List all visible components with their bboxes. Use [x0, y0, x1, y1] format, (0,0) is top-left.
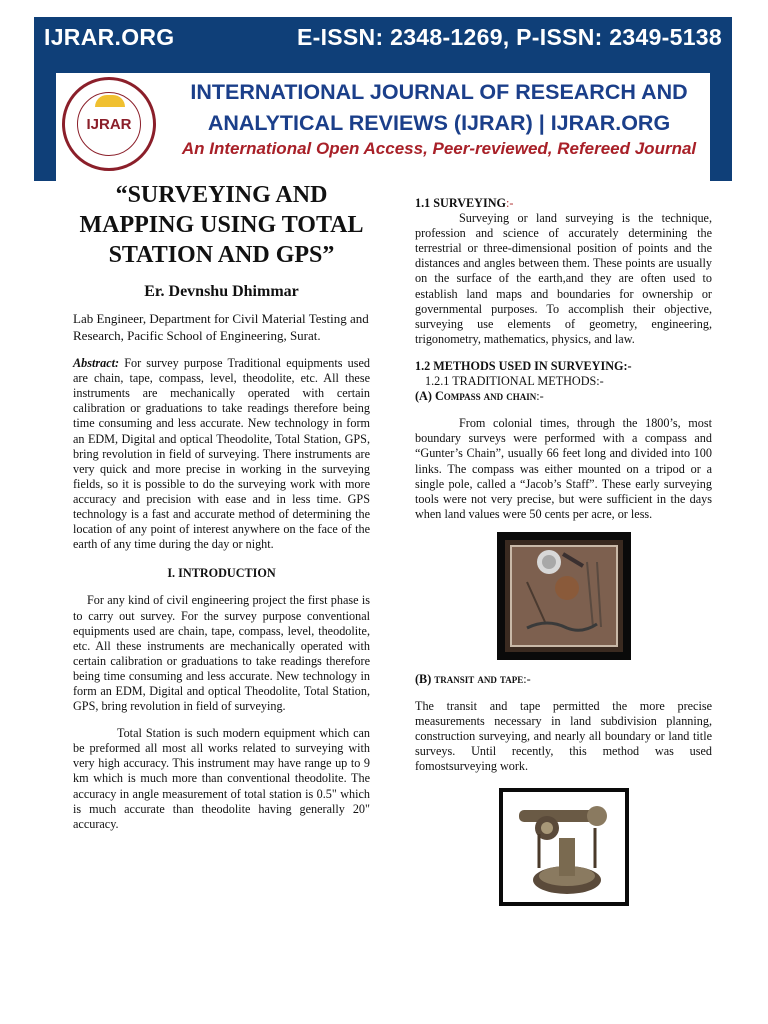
abstract [73, 356, 370, 552]
journal-subtitle: An International Open Access, Peer-reviewed, Refereed Journal [181, 139, 697, 158]
section-a-heading: (A) Compass and chain:- [415, 389, 544, 404]
banner-panel [56, 73, 710, 181]
journal-banner [34, 17, 732, 181]
journal-title-line1: INTERNATIONAL JOURNAL OF RESEARCH AND [190, 80, 688, 104]
abstract-label: Abstract: [73, 356, 120, 371]
abstract-text: For survey purpose Traditional equipments used are chain, tape, compass, level, theodolite, etc. All these instruments are mechanically operated with certain calibration or graduations to take readings therefore being time consuming and less accurate. New technology in form an EDM, Digital and optical Theodolite, Total Station, GPS, bring revolution in field of surveying. There instruments are very quick and more precise in working in the surveying fields, so it is possible to do the surveying work with more accuracy and precision with ease and in less time. GPS technology is a fast and accurate method of determining the location of any point of interest anywhere on the face of the earth of any time during the day or night. [73, 356, 370, 552]
site-name: IJRAR.ORG [44, 23, 175, 50]
issn-text: E-ISSN: 2348-1269, P-ISSN: 2349-5138 [296, 23, 722, 50]
journal-title [174, 77, 704, 139]
section-b-text: The transit and tape permitted the more precise measurements necessary in land subdivision planning, construction surveying, and nearly all boundary or land title surveys. Until recently, this method was used fomostsurveying work. [415, 698, 712, 774]
section-1-1-text: Surveying or land surveying is the technique, profession and science of accurately determining the terrestrial or three-dimensional position of points and the distances and angles between them. These points are usually on the surface of the earth,and they are often used to establish land maps and boundaries for ownership or governmental purposes. To accomplish their objective, surveying use elements of geometry, engineering, trigonometry, mathematics, physics, and law. [415, 211, 712, 346]
journal-title-line2: ANALYTICAL REVIEWS (IJRAR) | IJRAR.ORG [207, 111, 671, 135]
compass-chain-photo [497, 532, 631, 660]
section-b-heading: (B) transit and tape:- [415, 671, 531, 686]
intro-paragraph-1: For any kind of civil engineering project the first phase is to carry out survey. For the survey purpose conventional equipments used are chain, tape, compass, level, theodolite, etc. All these instruments are mechanically operated with certain calibration or graduations to take readings therefore being time consuming and less accurate. New technology in form an EDM, Digital and optical Theodolite, Total Station, GPS, bring revolution in field of surveying. [73, 593, 370, 714]
transit-illustration [499, 788, 629, 906]
intro-heading: I. INTRODUCTION [167, 566, 276, 581]
section-1-2-heading: 1.2 METHODS USED IN SURVEYING:- [415, 358, 632, 373]
section-1-1-heading: 1.1 SURVEYING:- [415, 196, 514, 210]
journal-logo [62, 77, 156, 171]
section-a-text: From colonial times, through the 1800’s, most boundary surveys were performed with a compass and “Gunter’s Chain”, usually 66 feet long and divided into 100 links. The compass was either mounted on a tripod or a single pole, called a “Jacob’s Staff”. These early surveying tools were not very precise, but were sufficient in the days when land values were 50 cents per acre, or less. [415, 416, 712, 521]
section-1-2-1-heading: 1.2.1 TRADITIONAL METHODS:- [425, 374, 604, 389]
intro-paragraph-2: Total Station is such modern equipment which can be preformed all most all works related to surveying with very high accuracy. This instrument may have range up to 9 km which is much more than conventional theodolite. The accuracy in angle measurement of total station is 0.5" which is much accurate than theodolite having generally 20" accuracy. [73, 726, 370, 831]
banner-top-bar [34, 17, 732, 57]
paper-title: “SURVEYING AND MAPPING USING TOTAL STATION AND GPS” [79, 182, 364, 268]
left-column [73, 180, 370, 832]
right-column [415, 180, 712, 906]
author-name: Er. Devnshu Dhimmar [144, 283, 299, 300]
compass-chain-illustration [497, 532, 631, 660]
transit-photo [499, 788, 629, 906]
author-affiliation: Lab Engineer, Department for Civil Material Testing and Research, Pacific School of Engineering, Surat. [73, 311, 369, 343]
logo-text: IJRAR [86, 115, 132, 133]
sun-icon [95, 95, 125, 107]
